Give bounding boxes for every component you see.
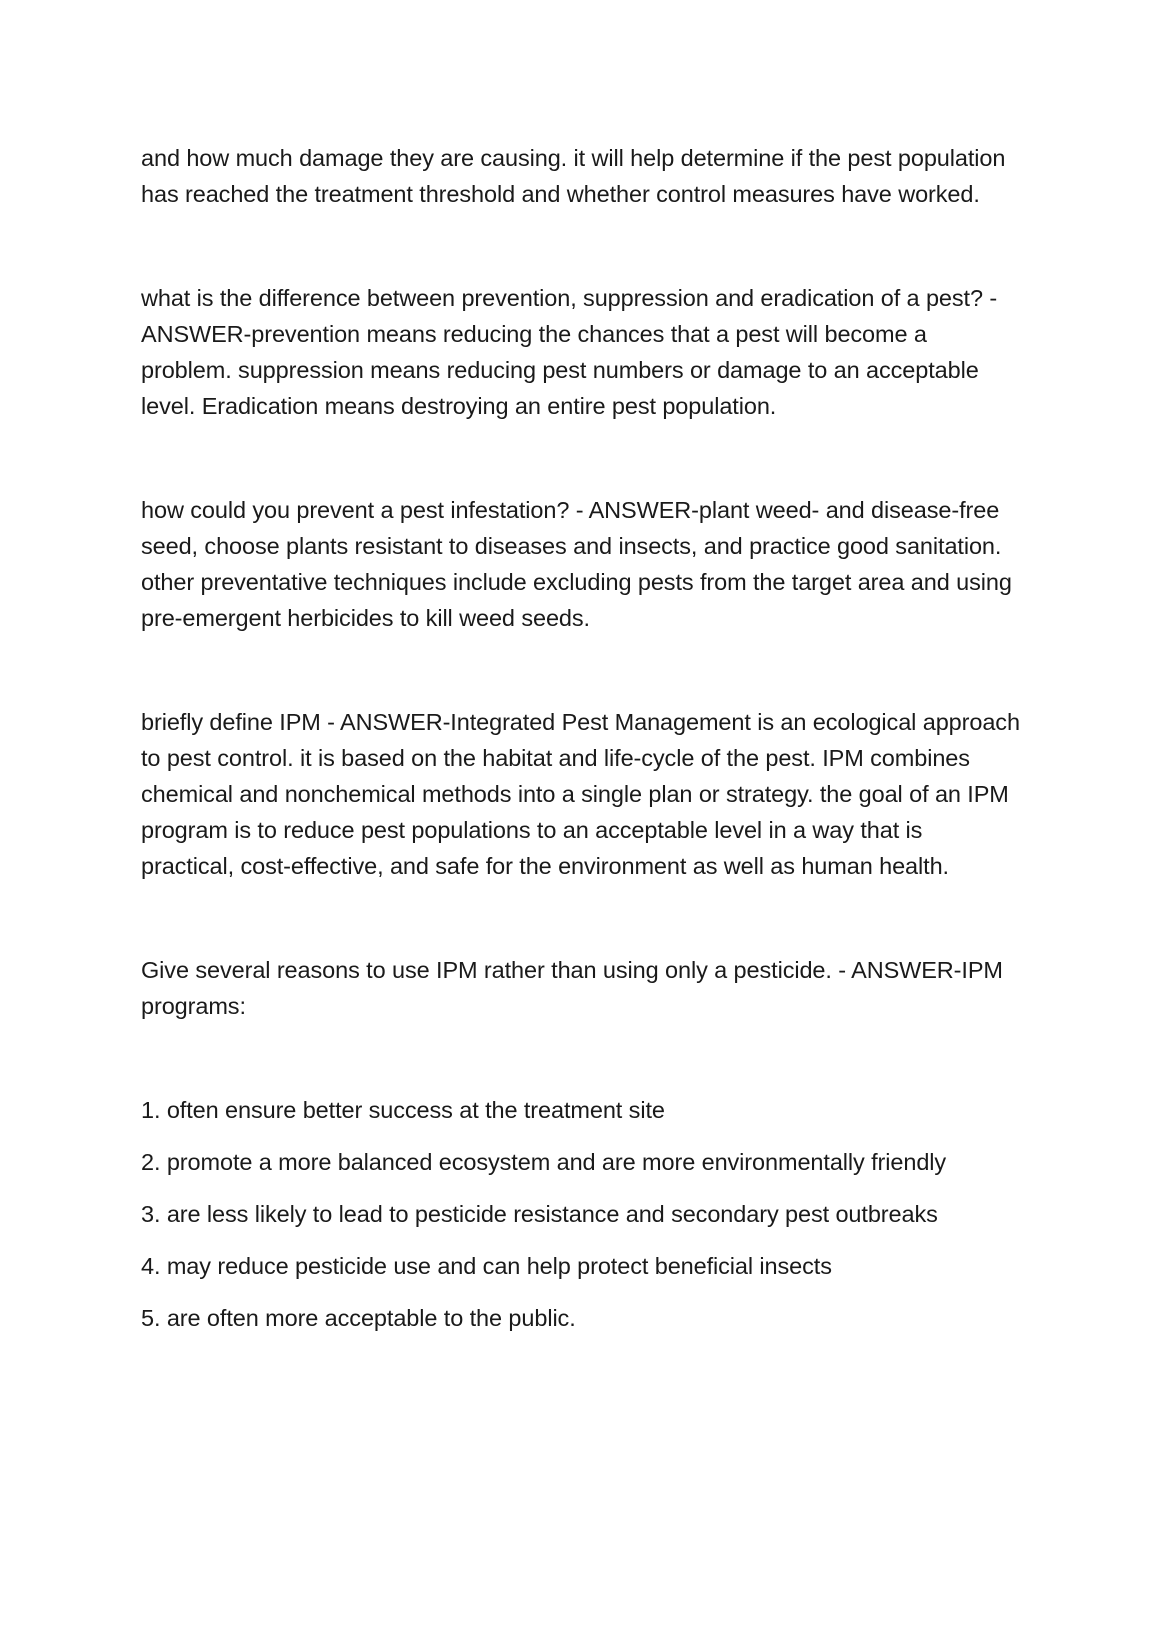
paragraph-define-ipm: briefly define IPM - ANSWER-Integrated Pest Management is an ecological approach to pest control. it is based on the habitat and life-cycle of the pest. IPM combines chemical and nonchemical methods into a single plan or strategy. the goal of an IPM program is to reduce pest populations to an acceptable level in a way that is practical, cost-effective, and safe for the environment as well as human health.	[141, 709, 1020, 879]
ipm-reasons-list	[141, 1092, 1021, 1336]
paragraph-prevent-infestation: how could you prevent a pest infestation? - ANSWER-plant weed- and disease-free seed, choose plants resistant to diseases and insects, and practice good sanitation. other preventative techniques include excluding pests from the target area and using pre-emergent herbicides to kill weed seeds.	[141, 497, 1012, 631]
document-body	[141, 140, 1021, 1336]
list-item: 2. promote a more balanced ecosystem and are more environmentally friendly	[141, 1149, 947, 1175]
list-item: 5. are often more acceptable to the public.	[141, 1305, 576, 1331]
paragraph-monitoring-continued: and how much damage they are causing. it will help determine if the pest population has reached the treatment threshold and whether control measures have worked.	[141, 145, 1006, 207]
paragraph-prevention-suppression-eradication: what is the difference between prevention, suppression and eradication of a pest? - ANSWER-prevention means reducing the chances that a pest will become a problem. suppression means reducing pest numbers or damage to an acceptable level. Eradication means destroying an entire pest population.	[141, 285, 998, 419]
list-item: 3. are less likely to lead to pesticide resistance and secondary pest outbreaks	[141, 1201, 938, 1227]
list-item: 4. may reduce pesticide use and can help protect beneficial insects	[141, 1253, 832, 1279]
list-item: 1. often ensure better success at the treatment site	[141, 1097, 665, 1123]
paragraph-reasons-for-ipm: Give several reasons to use IPM rather than using only a pesticide. - ANSWER-IPM programs:	[141, 957, 1003, 1019]
